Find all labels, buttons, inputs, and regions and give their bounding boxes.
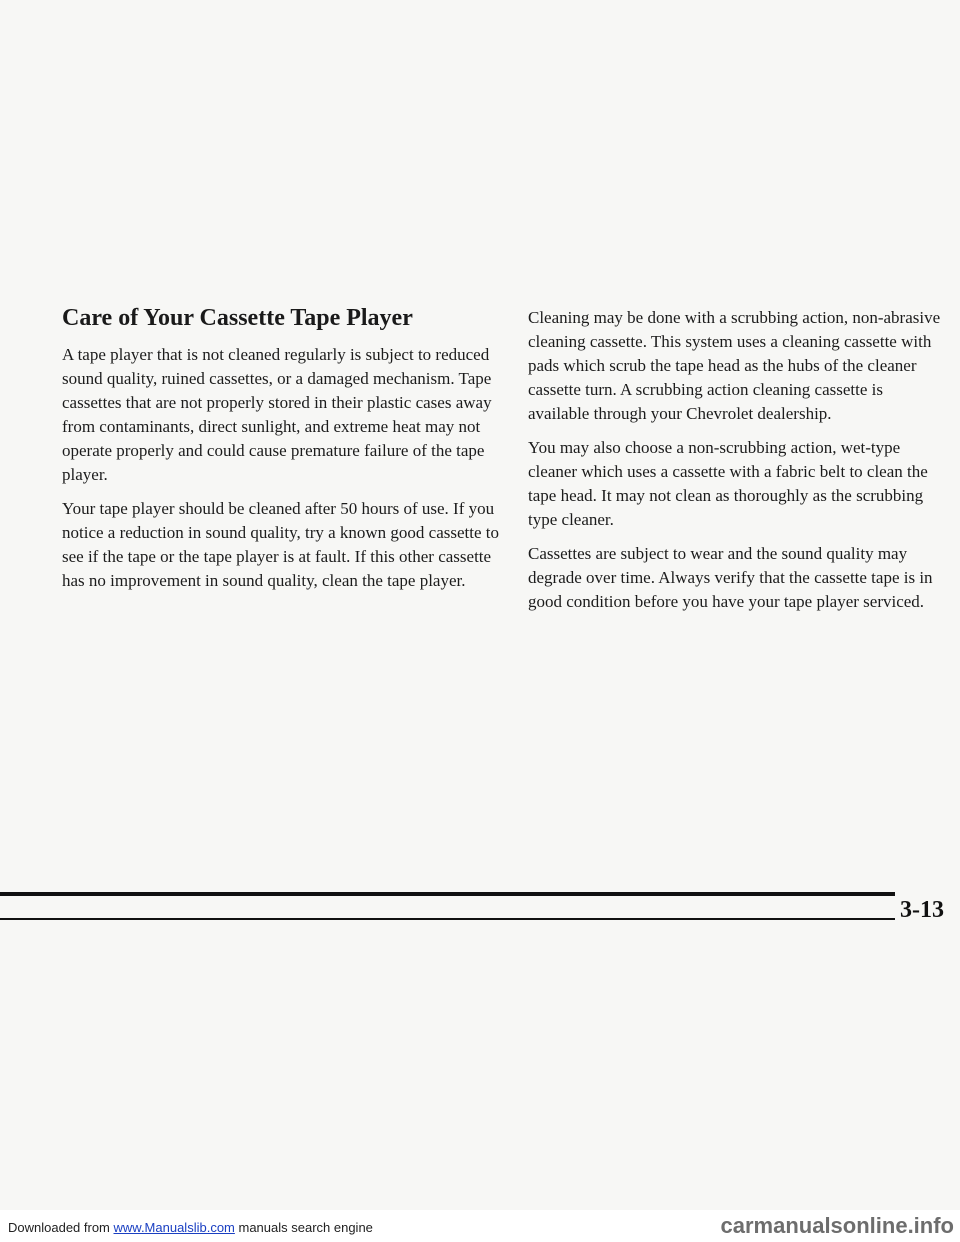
page-number: 3-13 [900,897,944,923]
paragraph: A tape player that is not cleaned regularly is subject to reduced sound quality, ruined cassettes, or a damaged mechanism. Tape cassettes that are not properly stored in their plastic cases away from contaminants, direct sunlight, and extreme heat may not operate properly and could cause premature failure of the tape player. [62,345,492,484]
footer-suffix: manuals search engine [234,1220,373,1235]
footer-rule-thin [0,918,895,920]
paragraph: You may also choose a non-scrubbing action, wet-type cleaner which uses a cassette with a fabric belt to clean the tape head. It may not clean as thoroughly as the scrubbing type cleaner. [528,438,928,529]
left-column [62,303,502,603]
paragraph: Cassettes are subject to wear and the sound quality may degrade over time. Always verify that the cassette tape is in good condition before you have your tape player serviced. [528,544,933,611]
paragraph: Your tape player should be cleaned after 50 hours of use. If you notice a reduction in sound quality, try a known good cassette to see if the tape or the tape player is at fault. If this other cassette has no improvement in sound quality, clean the tape player. [62,499,500,590]
manualslib-link[interactable]: www.Manualslib.com [113,1220,235,1235]
right-column [528,306,948,624]
section-heading: Care of Your Cassette Tape Player [62,305,413,331]
download-footer [8,1220,373,1236]
paragraph: Cleaning may be done with a scrubbing action, non-abrasive cleaning cassette. This system uses a cleaning cassette with pads which scrub the tape head as the hubs of the cleaner cassette turn. A scrubbing action cleaning cassette is available through your Chevrolet dealership. [528,308,941,423]
footer-rule-thick [0,892,895,896]
footer-prefix: Downloaded from [8,1220,114,1235]
site-watermark: carmanualsonline.info [720,1213,954,1238]
